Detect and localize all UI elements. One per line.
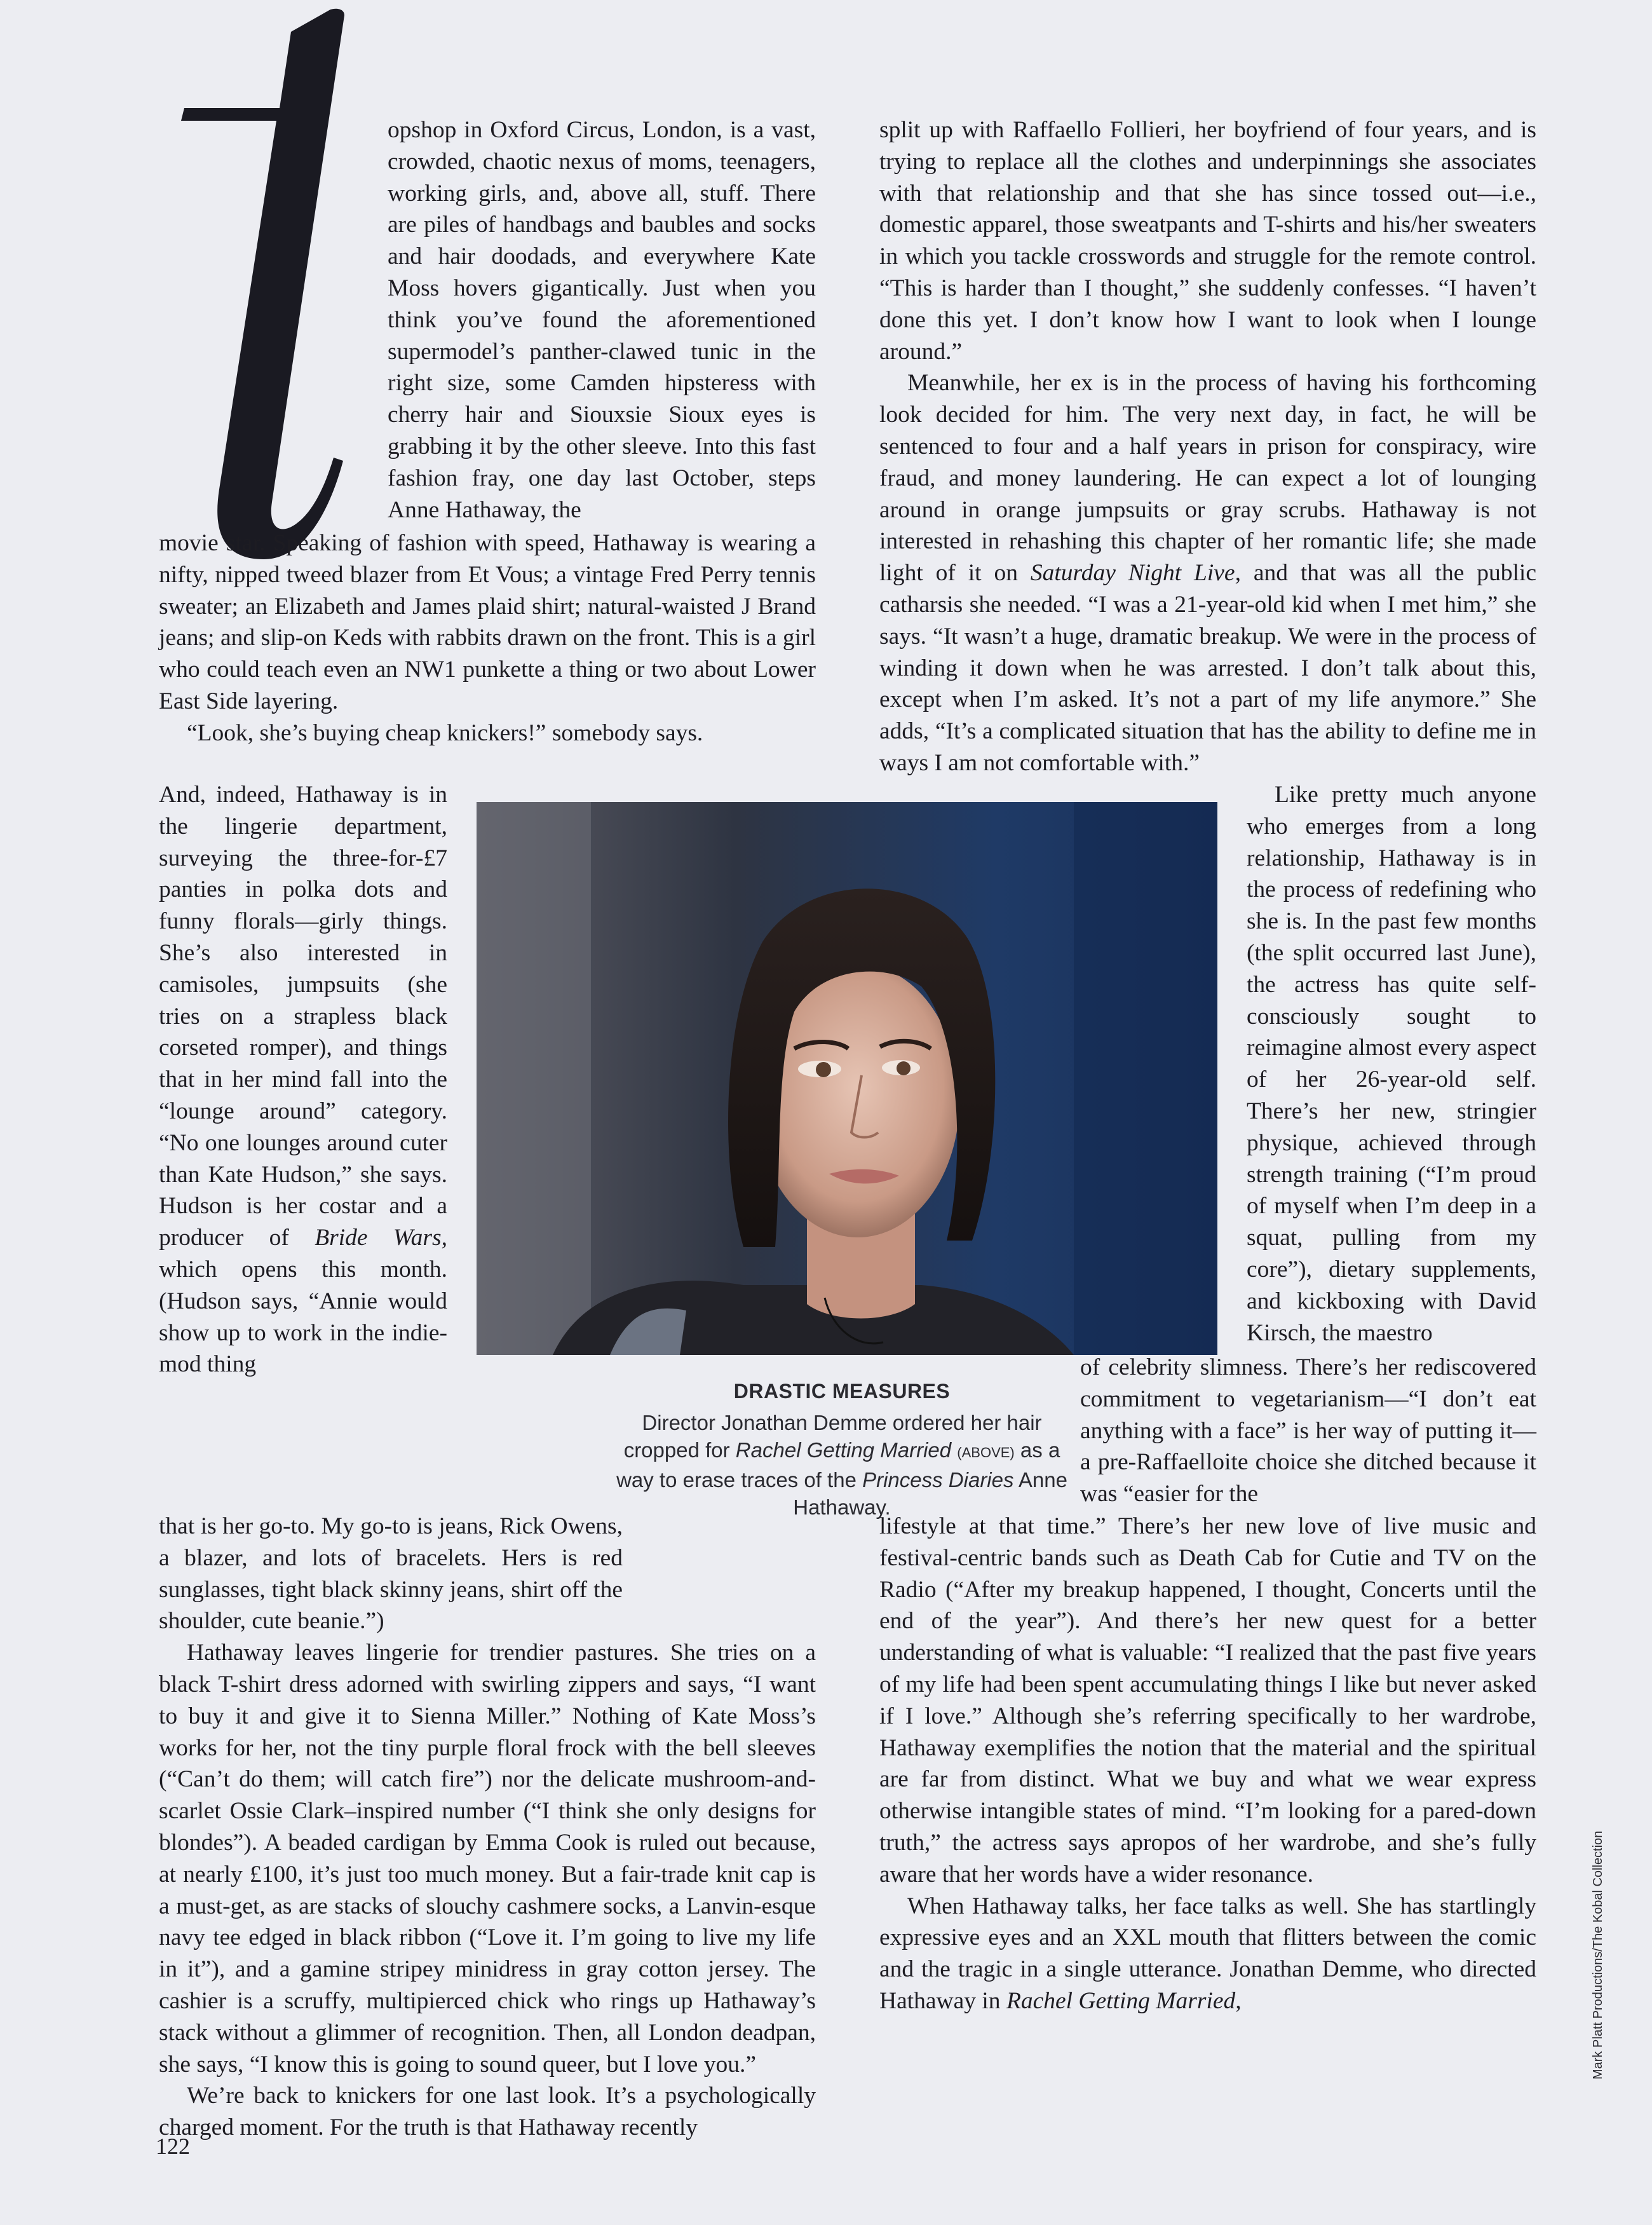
article-paragraph: opshop in Oxford Circus, London, is a vast, crowded, chaotic nexus of moms, teenagers, working girls, and, above all, stuff. There are piles of handbags and baubles and socks and hair doodads, and everywhere Kate Moss hovers gigantically. Just when you think you’ve found the aforementioned supermodel’s panther-clawed tunic in the right size, some Camden hipsteress with cherry hair and Siouxsie Sioux eyes is grabbing it by the other sleeve. Into this fast fashion fray, one day last October, steps Anne Hathaway, the: [388, 117, 816, 523]
article-paragraph: Like pretty much anyone who emerges from a long relationship, Hathaway is in the process of redefining who she is. In the past few months (the split occurred last June), the actress has quite self-consciously sought to reimagine almost every aspect of her 26-year-old self. There’s her new, stringier physique, achieved through strength training (“I’m proud of myself when I’m deep in a squat, pulling from my core”), dietary supplements, and kickboxing with David Kirsch, the maestro: [1247, 782, 1536, 1346]
photo-anne-hathaway: [477, 802, 1217, 1355]
article-column-left-wrap: [159, 779, 447, 1380]
article-paragraph: split up with Raffaello Follieri, her boyfriend of four years, and is trying to replace all the clothes and underpinnings she associates with that relationship and that she has since tossed out—i.e., domestic apparel, those sweatpants and T-shirts and his/her sweaters in which you tackle crosswords and struggle for the remote control. “This is harder than I thought,” she suddenly confesses. “I haven’t done this yet. I don’t know how I want to look when I lounge around.”: [879, 117, 1536, 365]
article-paragraph: And, indeed, Hathaway is in the lingerie department, surveying the three-for-£7 panties in polka dots and funny florals—girly things. She’s also interested in camisoles, jumpsuits (she tries on a strapless black corseted romper), and things that in her mind fall into the “lounge around” category. “No one lounges around cuter than Kate Hudson,” she says. Hudson is her costar and a producer of Bride Wars, which opens this month. (Hudson says, “Annie would show up to work in the indie-mod thing: [159, 782, 447, 1378]
article-column-right-wrap: [1247, 779, 1536, 1349]
article-paragraph: that is her go-to. My go-to is jeans, Rick Owens, a blazer, and lots of bracelets. Hers is red sunglasses, tight black skinny jeans, shirt off the shoulder, cute beanie.”): [159, 1513, 623, 1635]
article-paragraph: “Look, she’s buying cheap knickers!” somebody says.: [187, 719, 703, 746]
page-number: 122: [156, 2133, 190, 2159]
caption-body: Director Jonathan Demme ordered her hair cropped for Rachel Getting Married (ABOVE) as a way to erase traces of the Princess Diaries Anne Hathaway.: [616, 1411, 1067, 1519]
article-paragraph: Meanwhile, her ex is in the process of having his forthcoming look decided for him. The very next day, in fact, he will be sentenced to four and a half years in prison for conspiracy, wire fraud, and money laundering. He can expect a lot of lounging around in orange jumpsuits or gray scrubs. Hathaway is not interested in rehashing this chapter of her romantic life; she made light of it on Saturday Night Live, and that was all the public catharsis she needed. “I was a 21-year-old kid when I met him,” she says. “It wasn’t a huge, dramatic breakup. We were in the process of winding it down when he was arrested. I don’t talk about this, except when I’m asked. It’s not a part of my life anymore.” She adds, “It’s a complicated situation that has the ability to define me in ways I am not comfortable with.”: [879, 370, 1536, 776]
photo-credit: Mark Platt Productions/The Kobal Collection: [1591, 1830, 1605, 2079]
photo-caption: [610, 1378, 1074, 1521]
caption-headline: DRASTIC MEASURES: [733, 1380, 951, 1403]
drop-cap-letter-t: [121, 0, 388, 572]
article-column-right-top: [879, 114, 1536, 779]
article-paragraph: of celebrity slimness. There’s her rediscovered commitment to vegetarianism—“I don’t eat anything with a face” is her way of putting it—a pre-Raffaelloite choice she ditched because it was “easier for the: [1080, 1354, 1536, 1507]
article-paragraph: movie star. Speaking of fashion with speed, Hathaway is wearing a nifty, nipped tweed blazer from Et Vous; a vintage Fred Perry tennis sweater; an Elizabeth and James plaid shirt; natural-waisted J Brand jeans; and slip-on Keds with rabbits drawn on the front. This is a girl who could teach even an NW1 punkette a thing or two about Lower East Side layering.: [159, 530, 816, 714]
article-column-right-bottom: [879, 1511, 1536, 2017]
article-column-right-wrap-lower: [1080, 1352, 1536, 1510]
article-paragraph: Hathaway leaves lingerie for trendier pastures. She tries on a black T-shirt dress adorned with swirling zippers and says, “I want to buy it and give it to Sienna Miller.” Nothing of Kate Moss’s works for her, not the tiny purple floral frock with the bell sleeves (“Can’t do them; will catch fire”) nor the delicate mushroom-and-scarlet Ossie Clark–inspired number (“I think she only designs for blondes”). A beaded cardigan by Emma Cook is ruled out because, at nearly £100, it’s just too much money. But a fair-trade knit cap is a must-get, as are stacks of slouchy cashmere socks, a Lanvin-esque navy tee edged in black ribbon (“Love it. I’m going to live my life in it”), and a gamine stripey minidress in gray cotton jersey. The cashier is a scruffy, multipierced chick who rings up Hathaway’s stack without a glimmer of recognition. Then, all London deadpan, she says, “I know this is going to sound queer, but I love you.”: [159, 1640, 816, 2078]
article-column-left-intro: [388, 114, 816, 526]
article-paragraph: lifestyle at that time.” There’s her new love of live music and festival-centric bands such as Death Cab for Cutie and TV on the Radio (“After my breakup happened, I thought, Concerts until the end of the year”). And there’s her new quest for a better understanding of what is valuable: “I realized that the past five years of my life had been spent accumulating things I like but never asked if I love.” Although she’s referring specifically to her wardrobe, Hathaway exemplifies the notion that the material and the spiritual are far from distinct. What we buy and what we wear express otherwise intangible states of mind. “I’m looking for a pared-down truth,” the actress says apropos of her wardrobe, and she’s fully aware that her words have a wider resonance.: [879, 1513, 1536, 1888]
article-column-left-mid: [159, 527, 816, 749]
article-column-left-bottom: [159, 1511, 816, 2144]
article-paragraph: We’re back to knickers for one last look. It’s a psychologically charged moment. For the truth is that Hathaway recently: [159, 2083, 816, 2141]
article-paragraph: When Hathaway talks, her face talks as well. She has startlingly expressive eyes and an XXL mouth that flitters between the comic and the tragic in a single utterance. Jonathan Demme, who directed Hathaway in Rachel Getting Married,: [879, 1893, 1536, 2014]
